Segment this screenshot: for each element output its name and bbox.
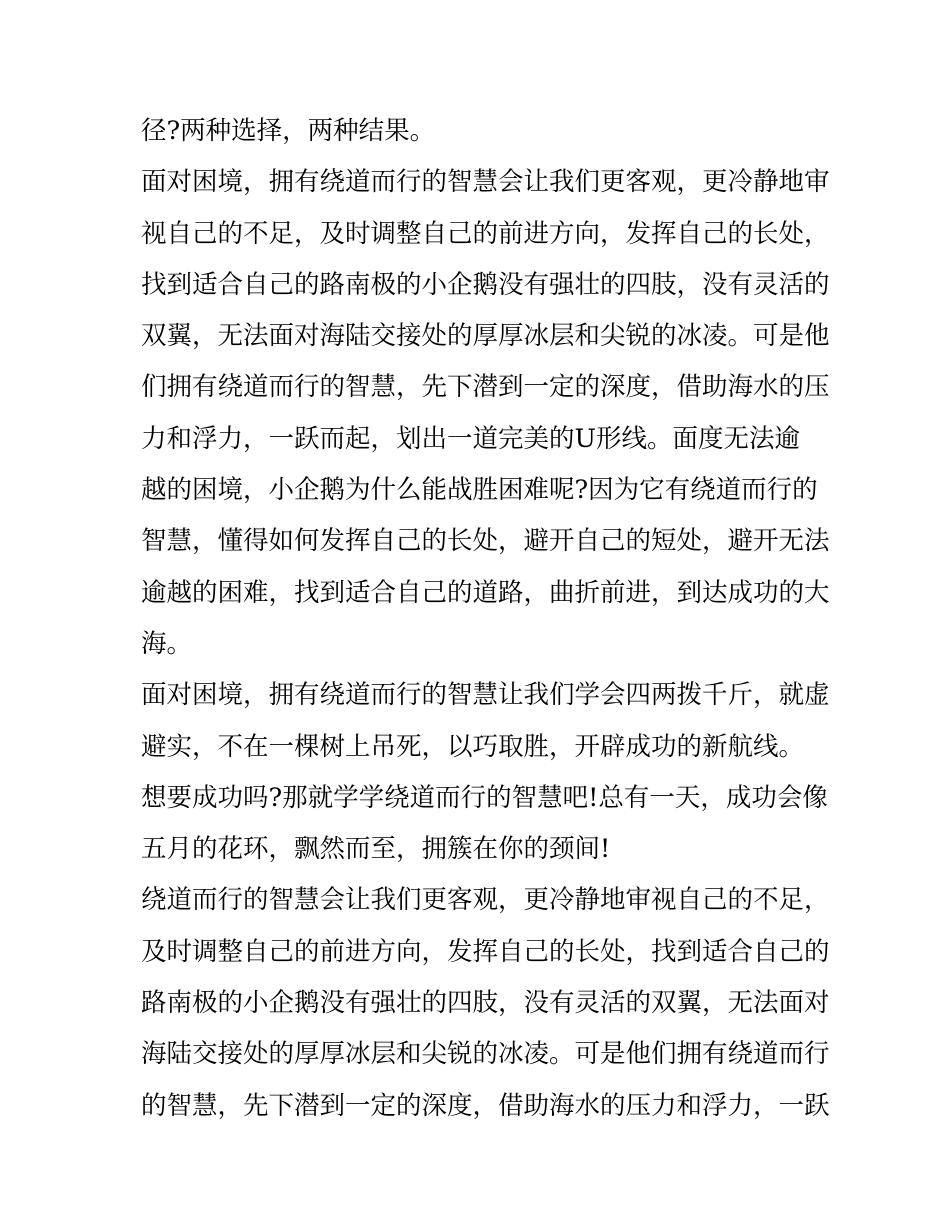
text-line: 视自己的不足，及时调整自己的前进方向，发挥自己的长处， [141,218,830,249]
text-line: 的智慧，先下潜到一定的深度，借助海水的压力和浮力，一跃 [141,1090,830,1121]
text-line: 力和浮力，一跃而起，划出一道完美的U形线。面度无法逾 [141,423,800,454]
text-line: 智慧，懂得如何发挥自己的长处，避开自己的短处，避开无法 [141,526,830,557]
text-line: 避实，不在一棵树上吊死，以巧取胜，开辟成功的新航线。 [141,731,805,762]
text-line: 双翼，无法面对海陆交接处的厚厚冰层和尖锐的冰凌。可是他 [141,321,830,352]
text-line: 面对困境，拥有绕道而行的智慧会让我们更客观，更冷静地审 [141,167,830,198]
text-line: 越的困境，小企鹅为什么能战胜困难呢?因为它有绕道而行的 [141,475,818,506]
text-line: 找到适合自己的路南极的小企鹅没有强壮的四肢，没有灵活的 [141,269,830,300]
text-line: 面对困境，拥有绕道而行的智慧让我们学会四两拨千斤，就虚 [141,680,830,711]
text-line: 绕道而行的智慧会让我们更客观，更冷静地审视自己的不足， [141,885,830,916]
text-line: 五月的花环，飘然而至，拥簇在你的颈间! [141,834,611,865]
text-line: 径?两种选择，两种结果。 [141,116,436,146]
text-line: 海陆交接处的厚厚冰层和尖锐的冰凌。可是他们拥有绕道而行 [141,1039,830,1070]
text-line: 路南极的小企鹅没有强壮的四肢，没有灵活的双翼，无法面对 [141,988,830,1019]
text-line: 逾越的困难，找到适合自己的道路，曲折前进，到达成功的大 [141,577,830,608]
text-line: 海。 [141,628,193,659]
text-line: 想要成功吗?那就学学绕道而行的智慧吧!总有一天，成功会像 [141,782,828,813]
text-line: 们拥有绕道而行的智慧，先下潜到一定的深度，借助海水的压 [141,372,830,403]
essay-text [141,106,830,1132]
text-line: 及时调整自己的前进方向，发挥自己的长处，找到适合自己的 [141,936,830,967]
